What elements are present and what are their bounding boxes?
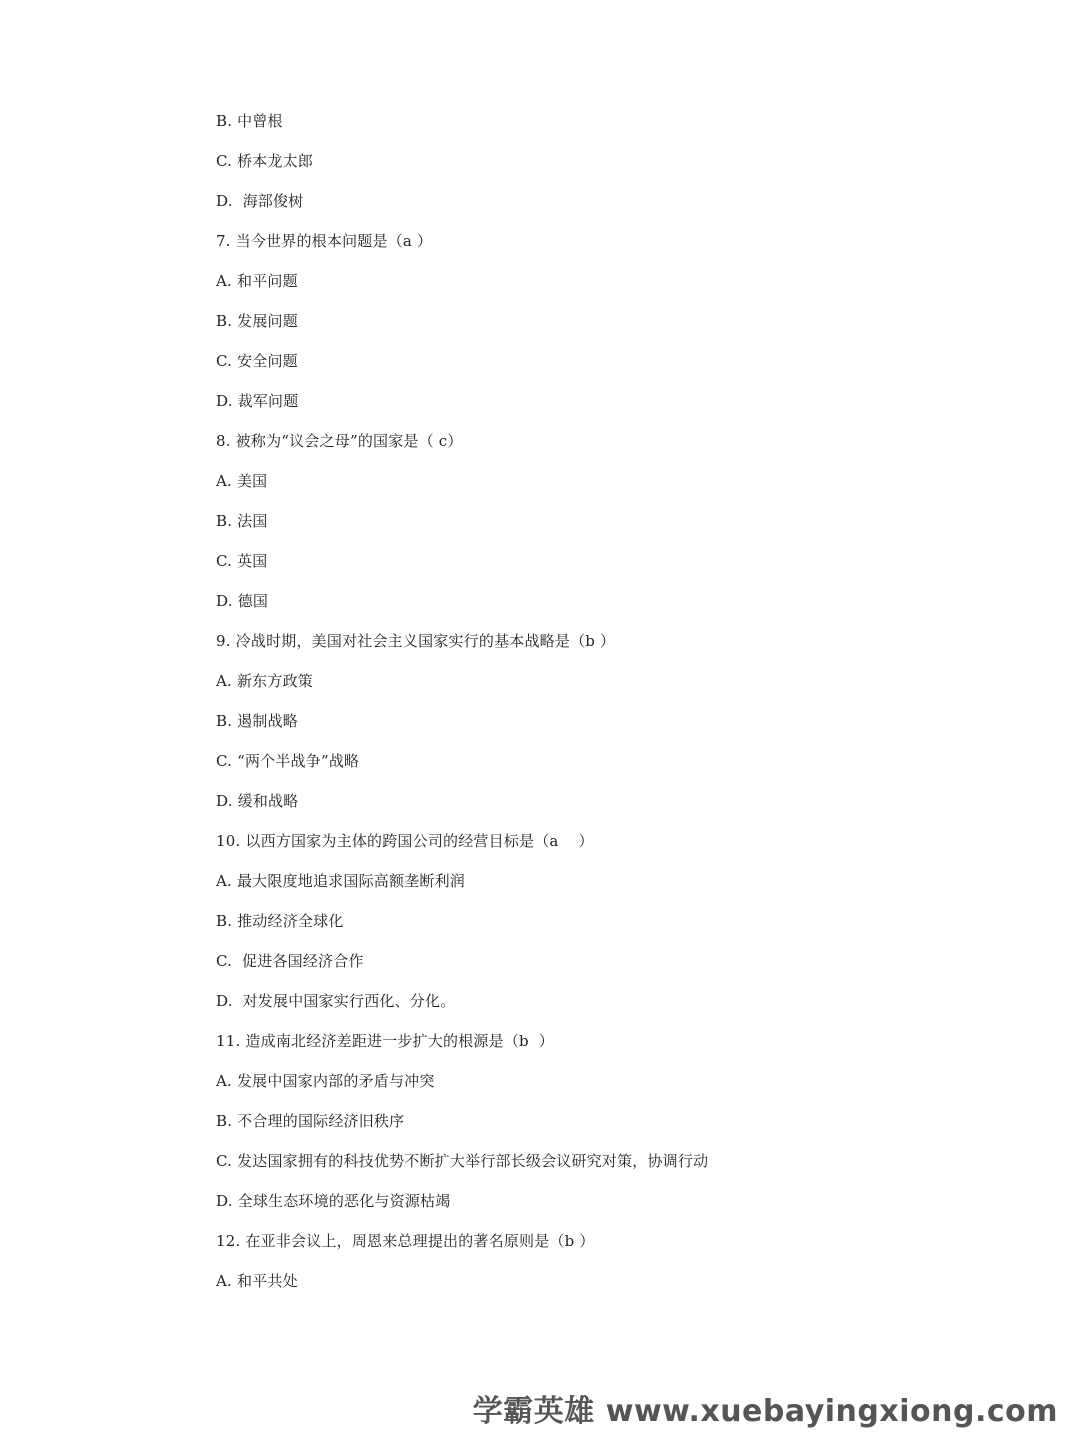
- text-line: D. 裁军问题: [216, 392, 299, 410]
- question-11: 11. 造成南北经济差距进一步扩大的根源是（b ）: [216, 1032, 554, 1050]
- text-line: C. 安全问题: [216, 352, 298, 370]
- text-line: B. 不合理的国际经济旧秩序: [216, 1112, 405, 1130]
- text-line: C. “两个半战争”战略: [216, 752, 360, 770]
- question-7: 7. 当今世界的根本问题是（a ）: [216, 232, 433, 250]
- text-line: B. 遏制战略: [216, 712, 298, 730]
- text-line: D. 海部俊树: [216, 192, 304, 210]
- question-9: 9. 冷战时期，美国对社会主义国家实行的基本战略是（b ）: [216, 632, 616, 650]
- text-line: D. 对发展中国家实行西化、分化。: [216, 992, 456, 1010]
- question-10: 10. 以西方国家为主体的跨国公司的经营目标是（a ）: [216, 832, 594, 850]
- watermark: 学霸英雄 www.xuebayingxiong.com: [472, 1394, 1058, 1429]
- question-8: 8. 被称为“议会之母”的国家是（ c）: [216, 432, 463, 450]
- text-line: C. 促进各国经济合作: [216, 952, 364, 970]
- text-line: A. 和平共处: [216, 1272, 298, 1290]
- question-list: [216, 108, 976, 1308]
- text-line: C. 发达国家拥有的科技优势不断扩大举行部长级会议研究对策，协调行动: [216, 1152, 709, 1170]
- question-12: 12. 在亚非会议上，周恩来总理提出的著名原则是（b ）: [216, 1232, 595, 1250]
- text-line: B. 法国: [216, 512, 268, 530]
- text-line: B. 发展问题: [216, 312, 298, 330]
- text-line: A. 新东方政策: [216, 672, 313, 690]
- text-line: C. 桥本龙太郎: [216, 152, 314, 170]
- text-line: D. 缓和战略: [216, 792, 299, 810]
- text-line: A. 和平问题: [216, 272, 298, 290]
- text-line: A. 美国: [216, 472, 268, 490]
- text-line: C. 英国: [216, 552, 268, 570]
- text-line: D. 德国: [216, 592, 269, 610]
- text-line: A. 最大限度地追求国际高额垄断利润: [216, 872, 465, 890]
- text-line: A. 发展中国家内部的矛盾与冲突: [216, 1072, 435, 1090]
- text-line: D. 全球生态环境的恶化与资源枯竭: [216, 1192, 451, 1210]
- text-line: B. 中曾根: [216, 112, 283, 130]
- text-line: B. 推动经济全球化: [216, 912, 344, 930]
